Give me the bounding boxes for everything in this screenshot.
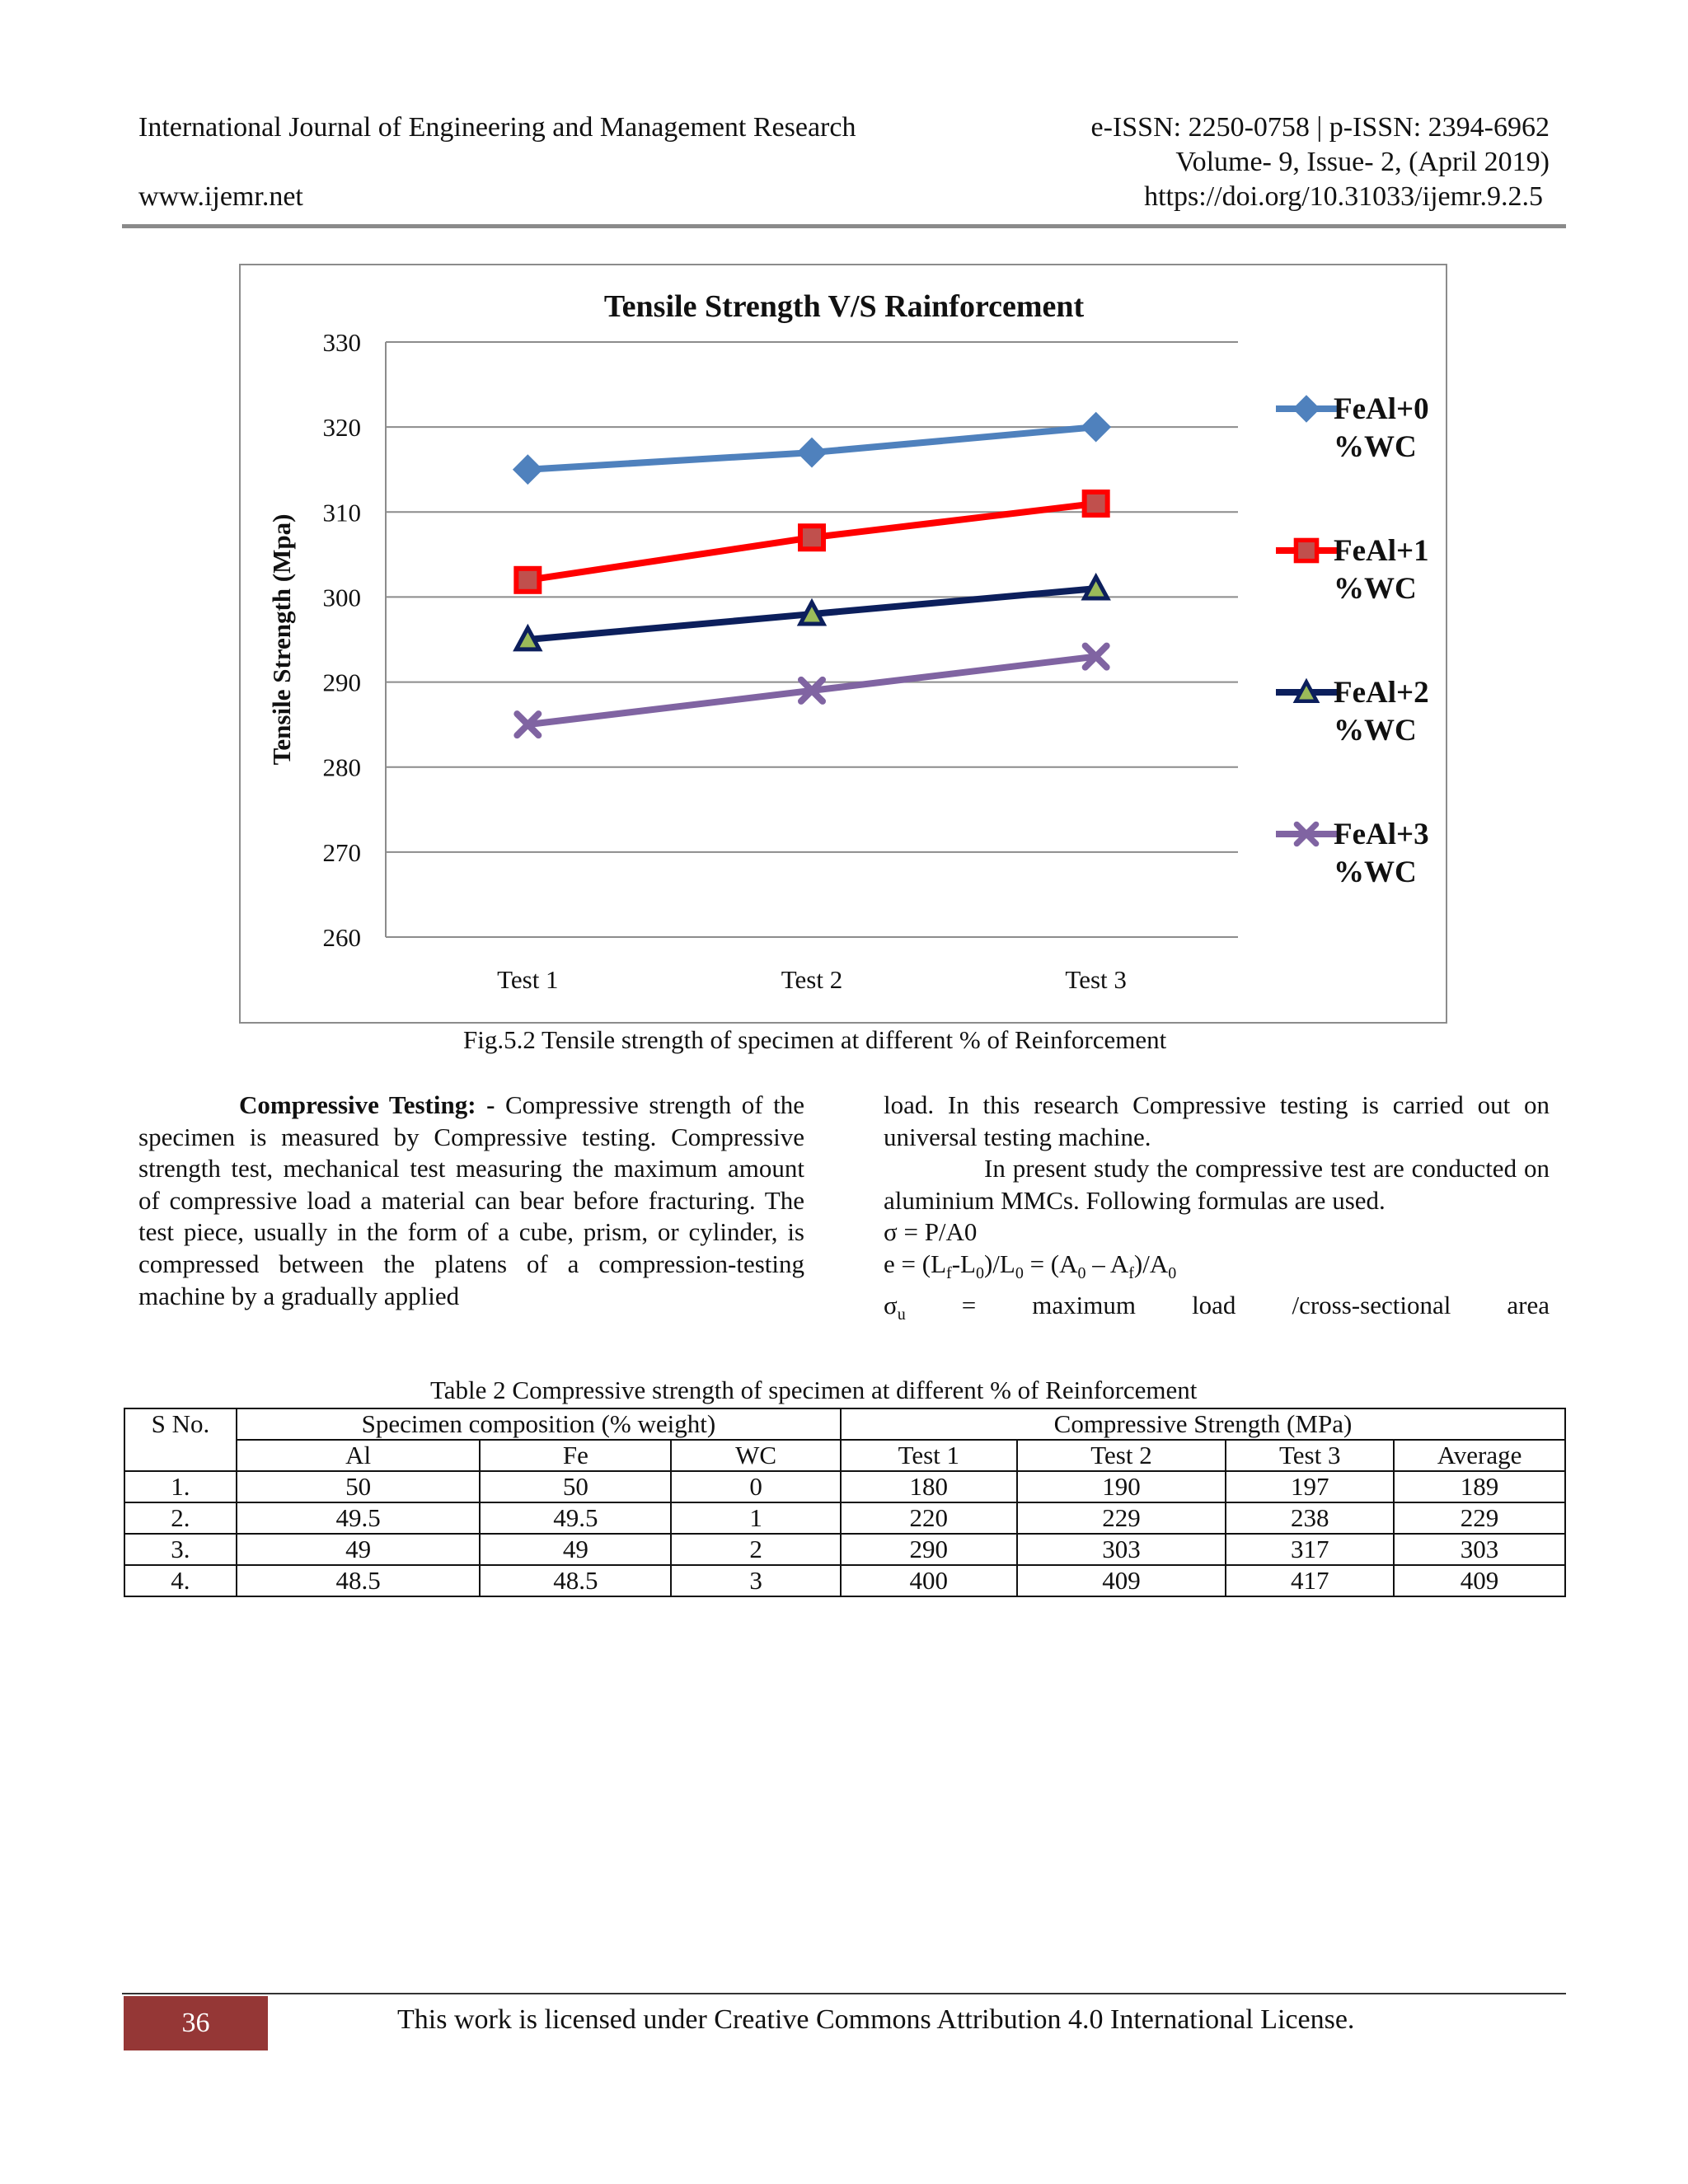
tensile-strength-chart	[241, 265, 1446, 1022]
table-cell: 229	[1394, 1502, 1565, 1534]
subheader-test2: Test 2	[1017, 1440, 1226, 1471]
table-cell: 48.5	[480, 1565, 671, 1596]
legend-label: %WC	[1334, 855, 1417, 889]
table-caption: Table 2 Compressive strength of specimen at different % of Reinforcement	[430, 1376, 1198, 1404]
table-cell: 409	[1394, 1565, 1565, 1596]
table-cell: 290	[841, 1534, 1017, 1565]
table-cell: 1	[671, 1502, 841, 1534]
table-cell: 49.5	[480, 1502, 671, 1534]
table-cell: 400	[841, 1565, 1017, 1596]
journal-title: International Journal of Engineering and Management Research	[138, 112, 856, 143]
data-point	[1085, 577, 1108, 598]
table-cell: 303	[1017, 1534, 1226, 1565]
volume-issue: Volume- 9, Issue- 2, (April 2019)	[1175, 147, 1550, 177]
formula-stress: σ = P/A0	[884, 1217, 978, 1247]
y-tick-label: 300	[322, 583, 361, 612]
x-tick-label: Test 3	[1065, 965, 1127, 994]
table-cell: 197	[1226, 1471, 1394, 1502]
table-cell: 190	[1017, 1471, 1226, 1502]
table-cell: 317	[1226, 1534, 1394, 1565]
data-point	[513, 456, 542, 484]
y-tick-label: 310	[322, 498, 361, 527]
table-cell: 220	[841, 1502, 1017, 1534]
chart-frame	[239, 264, 1447, 1024]
table-cell: 0	[671, 1471, 841, 1502]
formula-strain: $e = (L_f-L_0)/L_0 = (A_0 - A_f)/A_0$	[884, 1249, 1177, 1283]
header-sno: S No.	[124, 1408, 237, 1471]
table-cell: 49	[480, 1534, 671, 1565]
x-tick-label: Test 2	[781, 965, 843, 994]
right-paragraph-2: In present study the compressive test are conducted on aluminium MMCs. Following formulas are used.	[884, 1154, 1550, 1215]
license-text: This work is licensed under Creative Commons Attribution 4.0 International License.	[397, 2004, 1355, 2035]
header-rule	[122, 224, 1566, 228]
legend-label: FeAl+0	[1334, 392, 1429, 426]
table-row	[124, 1502, 1565, 1534]
table-cell: 48.5	[237, 1565, 481, 1596]
table-row	[124, 1534, 1565, 1565]
data-point	[798, 438, 826, 466]
table-cell: 417	[1226, 1565, 1394, 1596]
table-cell: 50	[480, 1471, 671, 1502]
table-cell: 49	[237, 1534, 481, 1565]
figure-caption: Fig.5.2 Tensile strength of specimen at different % of Reinforcement	[463, 1025, 1167, 1054]
subheader-al: Al	[237, 1440, 481, 1471]
section-heading: Compressive Testing: -	[239, 1090, 495, 1119]
y-tick-label: 320	[322, 413, 361, 443]
legend-label: %WC	[1334, 430, 1417, 464]
header-composition: Specimen composition (% weight)	[237, 1408, 841, 1440]
subheader-wc: WC	[671, 1440, 841, 1471]
subheader-test1: Test 1	[841, 1440, 1017, 1471]
y-axis-label: Tensile Strength (Mpa)	[267, 513, 296, 766]
legend-label: %WC	[1334, 714, 1417, 748]
y-tick-label: 280	[322, 752, 361, 782]
data-point	[800, 602, 823, 624]
legend-label: %WC	[1334, 572, 1417, 606]
website-link[interactable]: www.ijemr.net	[138, 181, 303, 212]
chart-title: Tensile Strength V/S Rainforcement	[603, 289, 1085, 324]
table-cell: 49.5	[237, 1502, 481, 1534]
x-tick-label: Test 1	[497, 965, 559, 994]
right-paragraph-1: load. In this research Compressive testing is carried out on universal testing machine.	[884, 1090, 1550, 1151]
table-subheader-row	[124, 1440, 1565, 1471]
table-cell: 3	[671, 1565, 841, 1596]
subheader-fe: Fe	[480, 1440, 671, 1471]
data-point	[1085, 492, 1108, 515]
legend-label: FeAl+2	[1334, 676, 1429, 710]
right-column	[884, 1090, 1550, 1331]
table-header-row	[124, 1408, 1565, 1440]
compressive-strength-table	[124, 1408, 1566, 1597]
table-cell: 229	[1017, 1502, 1226, 1534]
data-point	[1082, 413, 1110, 441]
table-row	[124, 1565, 1565, 1596]
table-cell: 3.	[124, 1534, 237, 1565]
table-cell: 2.	[124, 1502, 237, 1534]
data-point	[516, 628, 539, 649]
subheader-average: Average	[1394, 1440, 1565, 1471]
issn: e-ISSN: 2250-0758 | p-ISSN: 2394-6962	[1090, 112, 1550, 143]
legend-marker	[1296, 540, 1316, 560]
formula-ultimate: $\sigma_u$ = maximum load /cross-sectional area	[884, 1290, 1550, 1324]
table-cell: 50	[237, 1471, 481, 1502]
y-tick-label: 260	[322, 923, 361, 952]
legend-marker	[1294, 396, 1320, 422]
table-row	[124, 1471, 1565, 1502]
y-tick-label: 290	[322, 668, 361, 697]
data-point	[800, 526, 823, 549]
y-tick-label: 330	[322, 328, 361, 357]
doi-link[interactable]: https://doi.org/10.31033/ijemr.9.2.5	[1144, 181, 1543, 212]
table-cell: 4.	[124, 1565, 237, 1596]
left-paragraph: Compressive strength of the specimen is measured by Compressive testing. Compressive strength test, mechanical test measuring the maximum amount of compressive load a material can bear before fracturing. The test piece, usually in the form of a cube, prism, or cylinder, is compressed between the platens of a compression-testing machine by a gradually applied	[138, 1090, 804, 1310]
legend-label: FeAl+1	[1334, 534, 1429, 568]
table-cell: 1.	[124, 1471, 237, 1502]
table-cell: 2	[671, 1534, 841, 1565]
header-strength: Compressive Strength (MPa)	[841, 1408, 1565, 1440]
legend-label: FeAl+3	[1334, 818, 1429, 851]
table-cell: 180	[841, 1471, 1017, 1502]
legend-marker	[1296, 682, 1316, 701]
subheader-test3: Test 3	[1226, 1440, 1394, 1471]
table-cell: 189	[1394, 1471, 1565, 1502]
table-cell: 238	[1226, 1502, 1394, 1534]
table-cell: 409	[1017, 1565, 1226, 1596]
footer-rule	[122, 1993, 1566, 1994]
table-cell: 303	[1394, 1534, 1565, 1565]
y-tick-label: 270	[322, 837, 361, 867]
page-number: 36	[124, 1996, 268, 2050]
left-column	[138, 1090, 804, 1312]
data-point	[516, 569, 539, 592]
